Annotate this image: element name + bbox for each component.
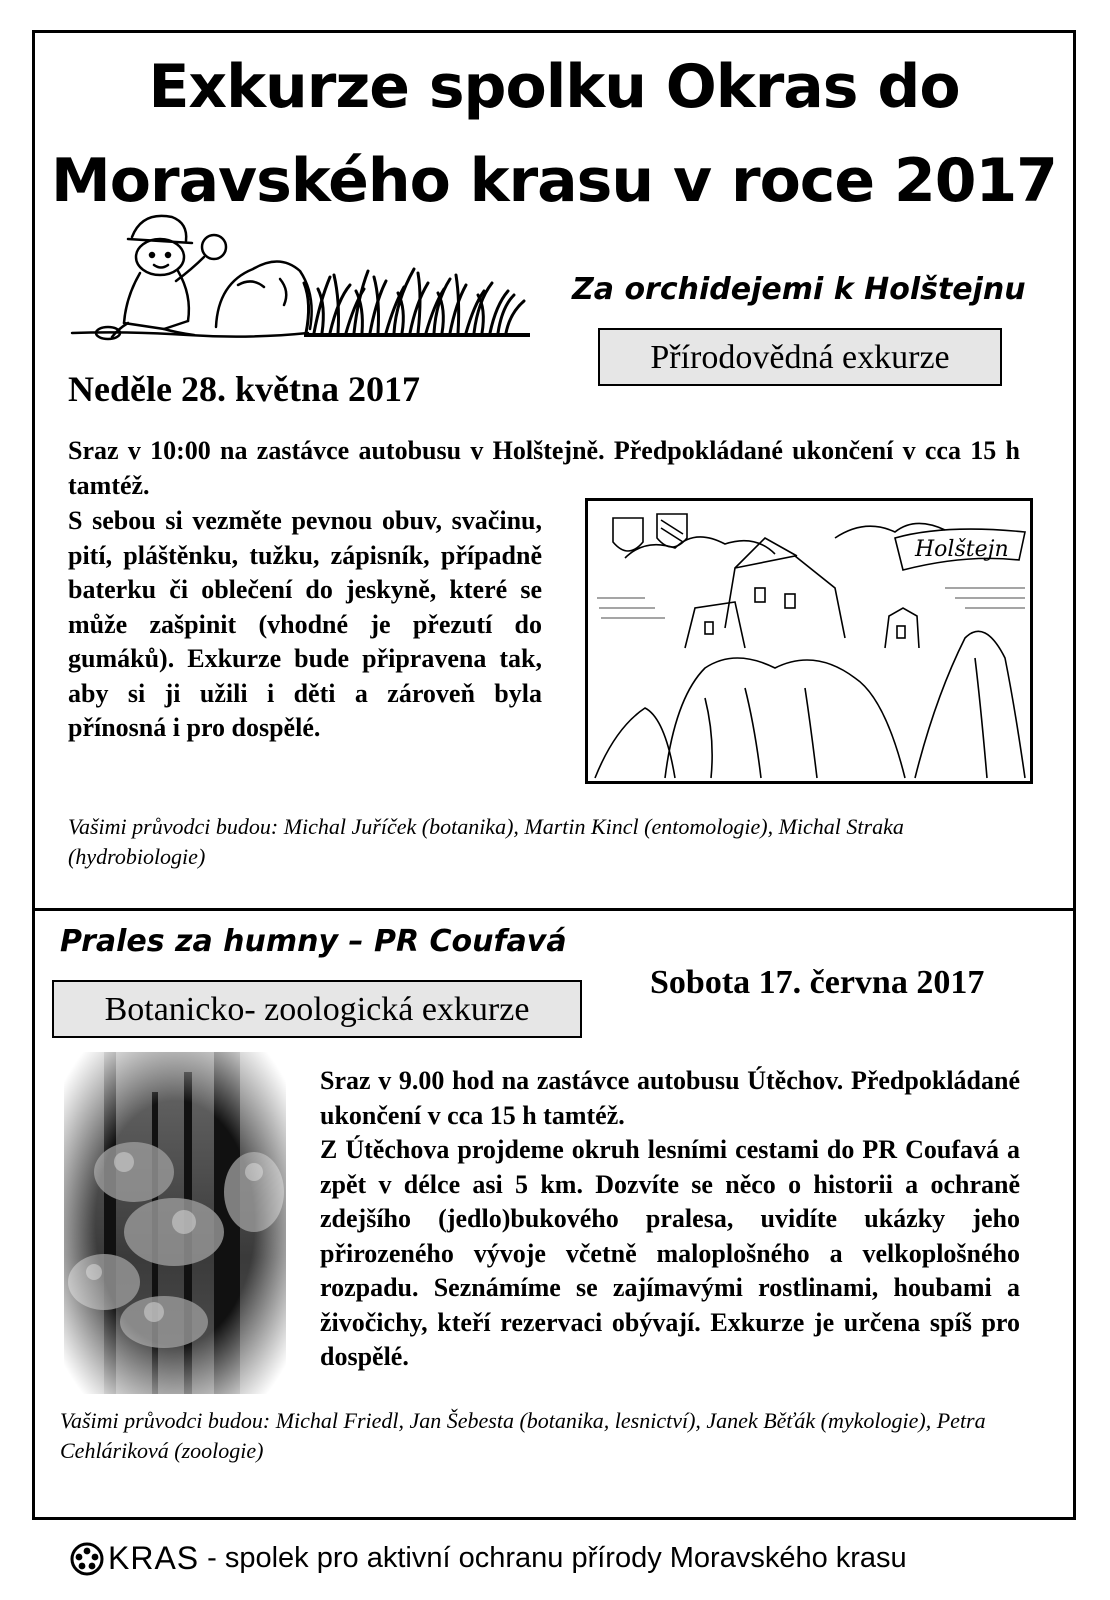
event1-type-badge: Přírodovědná exkurze [598, 328, 1002, 386]
title-line-2: Moravského krasu v roce 2017 [51, 146, 1057, 216]
event2-meeting: Sraz v 9.00 hod na zastávce autobusu Útěchov. Předpokládané ukončení v cca 15 h tamtéž. [320, 1066, 1020, 1130]
section-divider [32, 908, 1076, 911]
event2-guides: Vašimi průvodci budou: Michal Friedl, Jan Šebesta (botanika, lesnictví), Janek Běťák (mykologie), Petra Cehláriková (zoologie) [60, 1408, 986, 1463]
forest-photo [64, 1052, 286, 1394]
event2-type-badge: Botanicko- zoologická exkurze [52, 980, 582, 1038]
footer-logo-text: KRAS [108, 1540, 200, 1576]
footer [70, 1540, 1070, 1577]
event1-details: S sebou si vezměte pevnou obuv, svačinu, pití, pláštěnku, tužku, zápisník, případně baterku či oblečení do jeskyně, které se může zašpinit (vhodné je přezutí do gumáků). Exkurze bude připravena tak, aby si ji užili i děti a zároveň byla přínosná i pro dospělé. [68, 506, 542, 742]
page-title [32, 40, 1076, 228]
okras-logo-icon [70, 1542, 104, 1576]
explorer-boy-illustration [68, 205, 538, 345]
event1-date: Neděle 28. května 2017 [68, 369, 420, 409]
event2-details: Z Útěchova projdeme okruh lesními cestami do PR Coufavá a zpět v délce asi 5 km. Dozvíte se něco o historii a ochraně zdejšího (jedlo)bukového pralesa, uvidíte ukázky jeho přirozeného vývoje včetně maloplošného a velkoplošného rozpadu. Seznámíme se zajímavými rostlinami, houbami a živočichy, kteří rezervaci obývají. Exkurze je určena spíš pro dospělé. [320, 1135, 1020, 1371]
event1-guides: Vašimi průvodci budou: Michal Juříček (botanika), Martin Kincl (entomologie), Michal Straka (hydrobiologie) [68, 814, 904, 869]
event1-name: Za orchidejemi k Holštejnu [572, 272, 1026, 307]
event2-date: Sobota 17. června 2017 [650, 964, 985, 1001]
holstejn-castle-illustration [585, 498, 1033, 784]
title-line-1: Exkurze spolku Okras do [148, 52, 960, 122]
footer-tagline: - spolek pro aktivní ochranu přírody Moravského krasu [207, 1542, 907, 1574]
event2-name: Prales za humny – PR Coufavá [60, 924, 567, 959]
illustration-caption: Holštejn [915, 537, 1009, 562]
event1-meeting: Sraz v 10:00 na zastávce autobusu v Holštejně. Předpokládané ukončení v cca 15 h tamtéž. [68, 436, 1020, 500]
